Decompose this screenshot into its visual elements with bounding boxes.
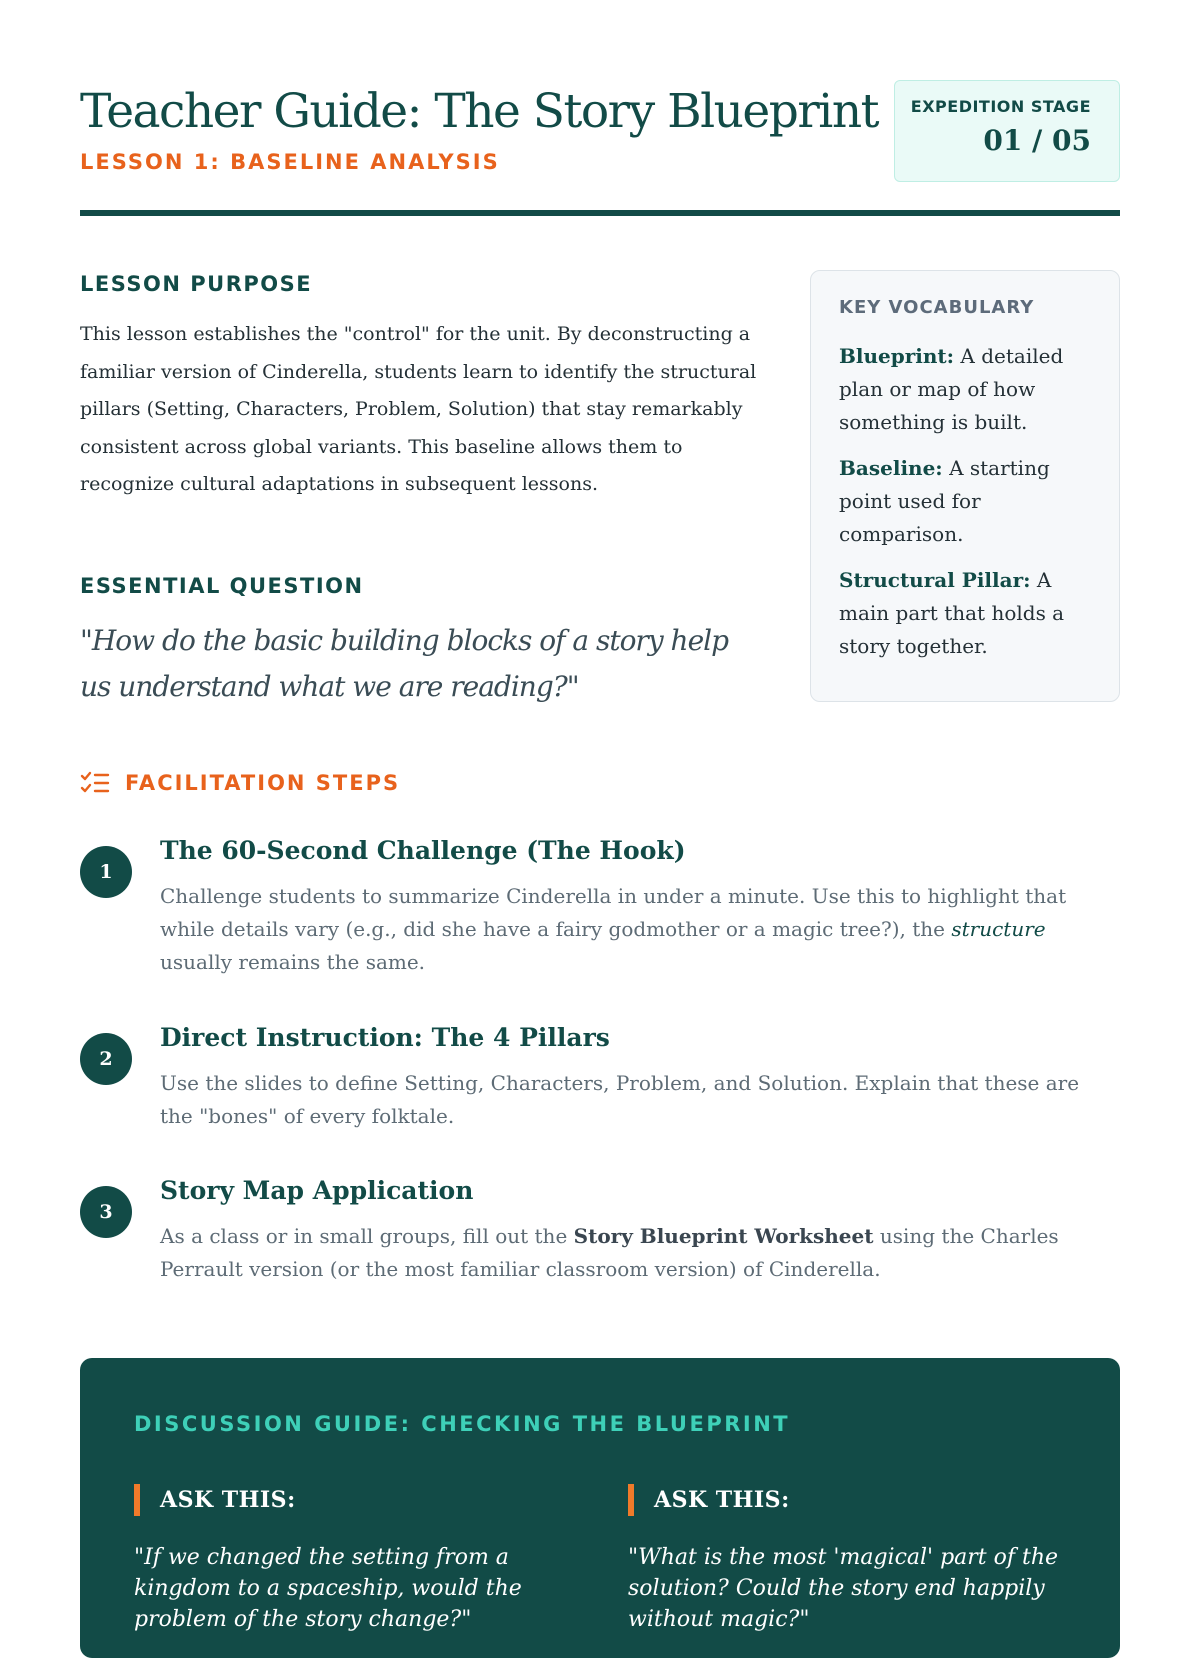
stage-value: 01 / 05 — [983, 124, 1091, 157]
step-number-badge: 2 — [80, 1033, 132, 1085]
vocab-definition: A main part that holds a story together. — [839, 568, 1065, 658]
step-description: Use the slides to define Setting, Characters, Problem, and Solution. Explain that these are the "bones" of every folktale. — [160, 1071, 1080, 1128]
discussion-prompt — [134, 1484, 574, 1635]
prompt-label-text: ASK THIS: — [654, 1487, 790, 1513]
vocab-term: Structural Pillar: — [839, 568, 1031, 592]
facilitation-steps-label: FACILITATION STEPS — [125, 771, 401, 795]
accent-bar — [134, 1484, 140, 1516]
checklist-icon — [80, 771, 110, 795]
essential-question-heading: ESSENTIAL QUESTION — [80, 574, 364, 598]
accent-bar — [628, 1484, 634, 1516]
vocab-item — [839, 340, 1093, 439]
vocab-item — [839, 564, 1093, 663]
key-vocabulary-box — [810, 270, 1120, 702]
vocab-term: Baseline: — [839, 456, 943, 480]
teacher-guide-page — [80, 0, 1120, 1632]
discussion-guide-panel — [80, 1358, 1120, 1658]
step-description: As a class or in small groups, fill out the Story Blueprint Worksheet using the Charles Perrault version (or the most familiar classroom version) of Cinderella. — [160, 1224, 1059, 1281]
stage-label: EXPEDITION STAGE — [910, 97, 1091, 116]
lesson-purpose-heading: LESSON PURPOSE — [80, 272, 313, 296]
page-header — [80, 80, 1120, 214]
vocab-definition: A detailed plan or map of how something is built. — [839, 344, 1064, 434]
expedition-stage-badge — [894, 80, 1120, 182]
prompt-label-text: ASK THIS: — [160, 1487, 296, 1513]
step-number-badge: 1 — [80, 846, 132, 898]
lesson-purpose-text: This lesson establishes the "control" for the unit. By deconstructing a familiar version of Cinderella, students learn to identify the structural pillars (Setting, Characters, Problem, Solution) that stay remarkably consistent across global variants. This baseline allows them to recognize cultural adaptations in subsequent lessons. — [80, 323, 757, 495]
prompt-label — [628, 1484, 1068, 1516]
step-title: Story Map Application — [160, 1176, 474, 1205]
facilitation-steps-heading — [80, 768, 400, 798]
step-title: Direct Instruction: The 4 Pillars — [160, 1023, 610, 1052]
prompt-label — [134, 1484, 574, 1516]
vocab-definition: A starting point used for comparison. — [839, 456, 1050, 546]
essential-question-text: "How do the basic building blocks of a story help us understand what we are reading?" — [80, 624, 729, 703]
vocab-item — [839, 452, 1093, 551]
key-vocabulary-heading: KEY VOCABULARY — [839, 297, 1035, 318]
prompt-quote: "What is the most 'magical' part of the solution? Could the story end happily without magic?" — [628, 1545, 1059, 1632]
vocab-term: Blueprint: — [839, 344, 955, 368]
page-title: Teacher Guide: The Story Blueprint — [80, 84, 878, 139]
discussion-guide-heading: DISCUSSION GUIDE: CHECKING THE BLUEPRINT — [134, 1412, 791, 1436]
prompt-quote: "If we changed the setting from a kingdom to a spaceship, would the problem of the story change?" — [134, 1545, 522, 1632]
lesson-subtitle: LESSON 1: BASELINE ANALYSIS — [80, 150, 500, 174]
step-title: The 60-Second Challenge (The Hook) — [160, 836, 686, 865]
header-divider — [80, 210, 1120, 216]
step-number-badge: 3 — [80, 1186, 132, 1238]
step-description: Challenge students to summarize Cinderella in under a minute. Use this to highlight that while details vary (e.g., did she have a fairy godmother or a magic tree?), the structure usually remains the same. — [160, 884, 1067, 974]
discussion-prompt — [628, 1484, 1068, 1635]
